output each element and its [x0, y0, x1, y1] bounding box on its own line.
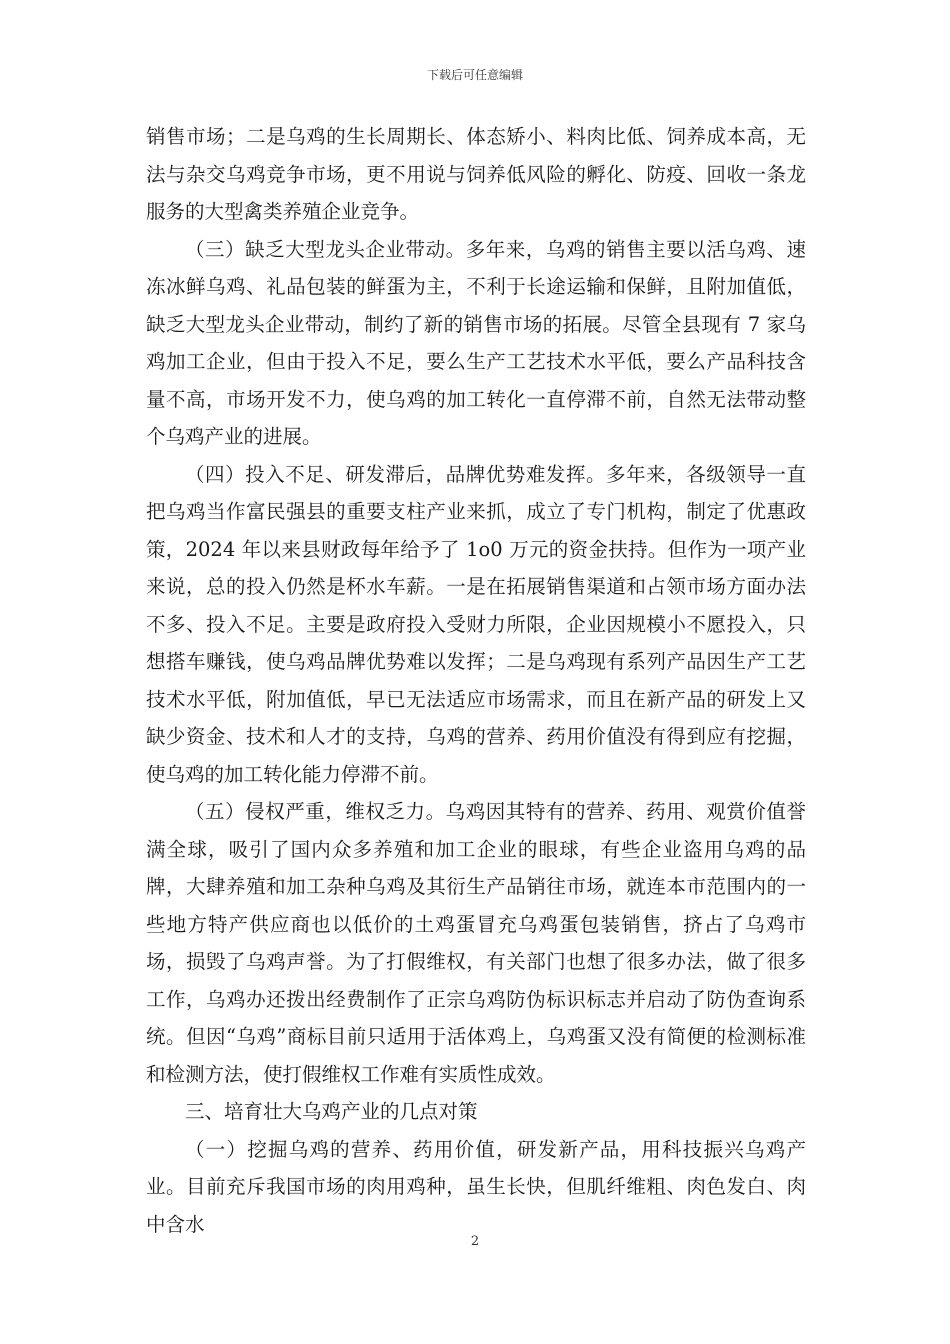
paragraph-market-continuation: 销售市场；二是乌鸡的生长周期长、体态矫小、料肉比低、饲养成本高，无法与杂交乌鸡竞争市场，更不用说与饲养低风险的孵化、防疫、回收一条龙服务的大型禽类养殖企业竞争。 — [146, 125, 806, 223]
section-heading-countermeasures: 三、培育壮大乌鸡产业的几点对策 — [185, 1100, 478, 1123]
paragraph-section-3: （三）缺乏大型龙头企业带动。多年来，乌鸡的销售主要以活乌鸡、速冻冰鲜乌鸡、礼品包装的鲜蛋为主，不利于长途运输和保鲜，且附加值低，缺乏大型龙头企业带动，制约了新的销售市场的拓展。尽管全县现有 7 家乌鸡加工企业，但由于投入不足，要么生产工艺技术水平低，要么产品科技含量不高，市场开发不力，使乌鸡的加工转化一直停滞不前，自然无法带动整个乌鸡产业的进展。 — [146, 237, 806, 448]
paragraph-section-4: （四）投入不足、研发滞后，品牌优势难发挥。多年来，各级领导一直把乌鸡当作富民强县的重要支柱产业来抓，成立了专门机构，制定了优惠政策，2024 年以来县财政每年给予了 1o0 万元的资金扶持。但作为一项产业来说，总的投入仍然是杯水车薪。一是在拓展销售渠道和占领市场方面办法不多、投入不足。主要是政府投入受财力所限，企业因规模小不愿投入，只想搭车赚钱，使乌鸡品牌优势难以发挥；二是乌鸡现有系列产品因生产工艺技术水平低，附加值低，早已无法适应市场需求，而且在新产品的研发上又缺少资金、技术和人才的支持，乌鸡的营养、药用价值没有得到应有挖掘，使乌鸡的加工转化能力停滞不前。 — [146, 462, 806, 786]
paragraph-countermeasure-1: （一）挖掘乌鸡的营养、药用价值，研发新产品，用科技振兴乌鸡产业。目前充斥我国市场的肉用鸡种，虽生长快，但肌纤维粗、肉色发白、肉中含水 — [146, 1137, 806, 1236]
document-body — [146, 118, 806, 1243]
page-header: 下载后可任意编辑 — [426, 68, 523, 82]
paragraph-section-5: （五）侵权严重，维权乏力。乌鸡因其特有的营养、药用、观赏价值誉满全球，吸引了国内众多养殖和加工企业的眼球，有些企业盗用乌鸡的品牌，大肆养殖和加工杂种乌鸡及其衍生产品销往市场，就连本市范围内的一些地方特产供应商也以低价的土鸡蛋冒充乌鸡蛋包装销售，挤占了乌鸡市场，损毁了乌鸡声誉。为了打假维权，有关部门也想了很多办法，做了很多工作，乌鸡办还拨出经费制作了正宗乌鸡防伪标识标志并启动了防伪查询系统。但因“乌鸡”商标目前只适用于活体鸡上，乌鸡蛋又没有简便的检测标准和检测方法，使打假维权工作难有实质性成效。 — [146, 800, 806, 1086]
page-number: 2 — [470, 1234, 480, 1249]
